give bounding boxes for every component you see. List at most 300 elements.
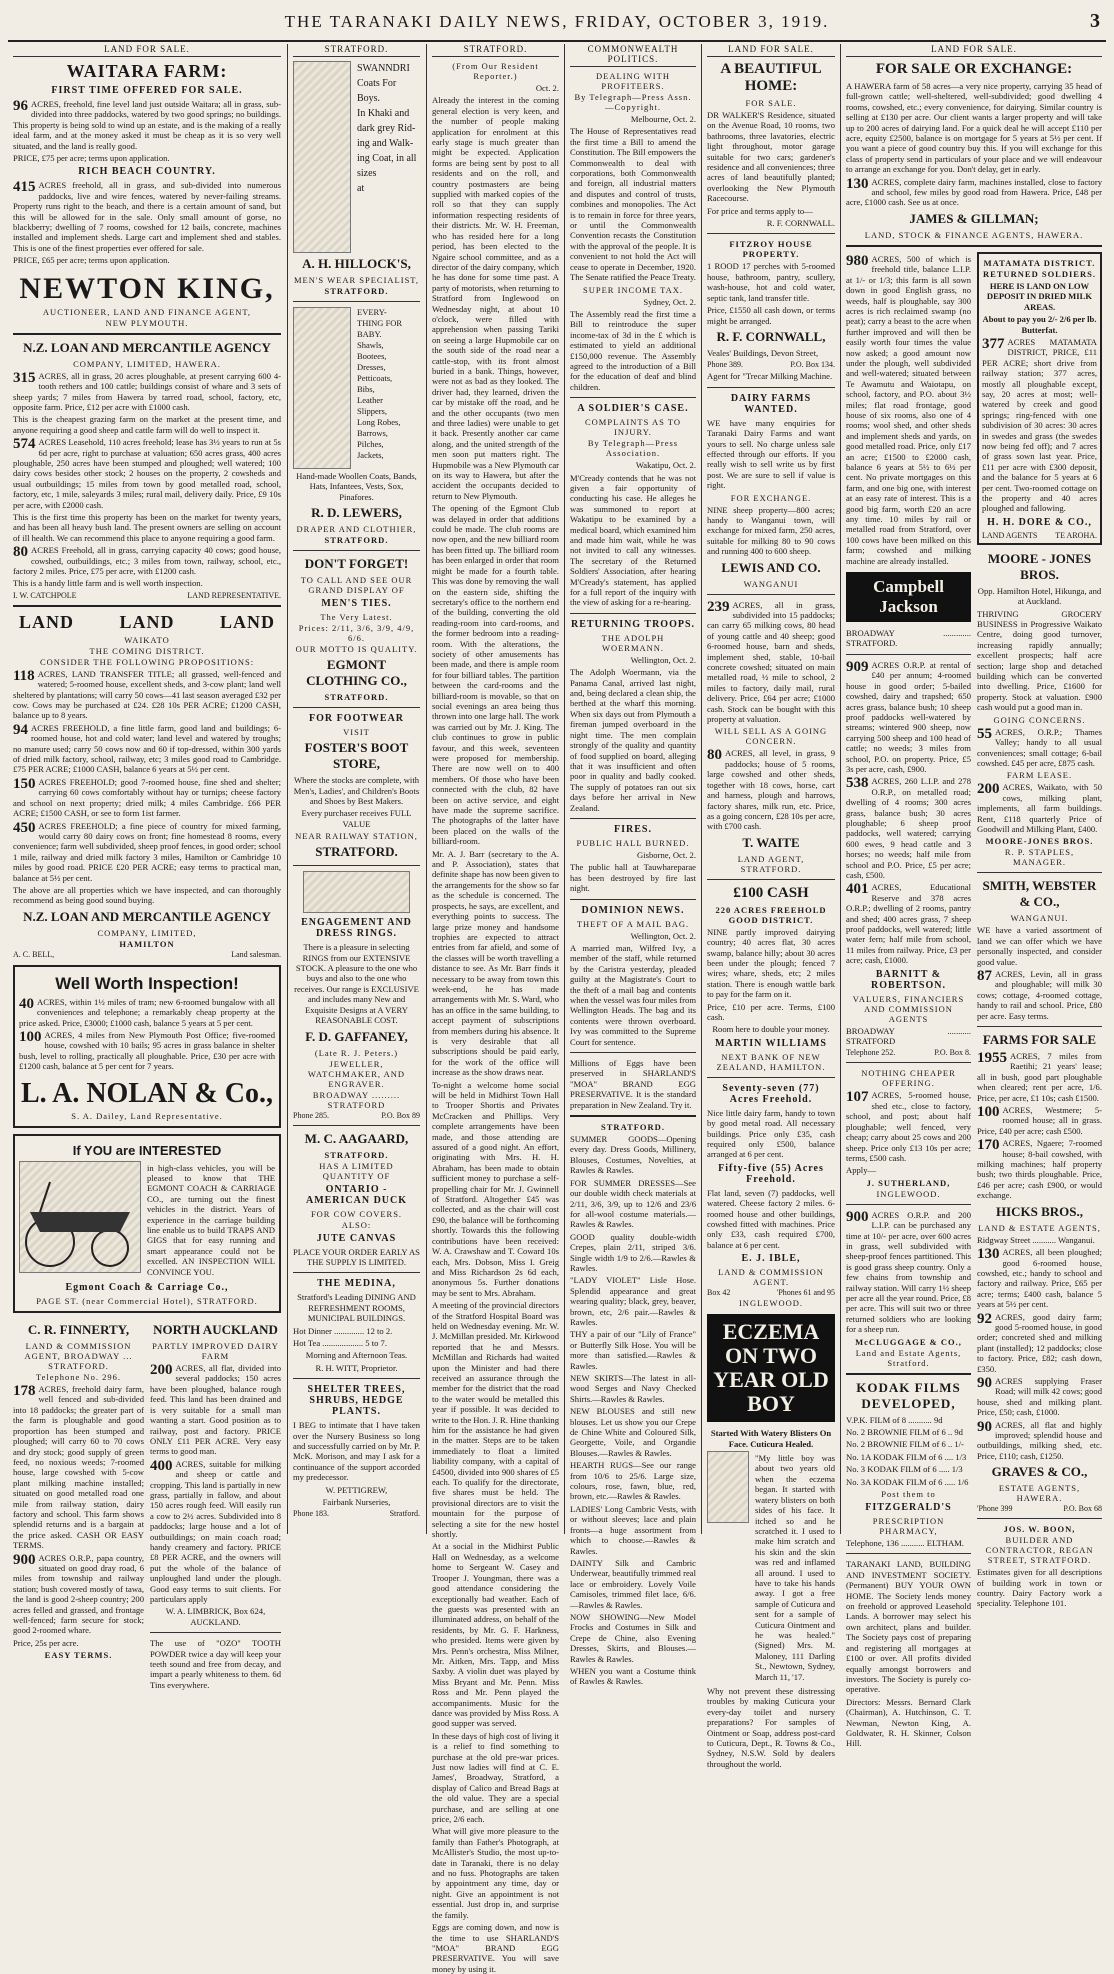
listing: 130 ACRES, all been ploughed; good 6-roomed house, cowshed, etc.; handy to school and factory and railway. Price, £65 per acre; terms; £400 cash, balance 5 years at 5½ per cent.	[977, 1246, 1102, 1310]
ad-text: HERE IS LAND ON LOW DEPOSIT IN DRIED MILK AREAS.	[986, 280, 1093, 312]
dateline: Wakatipu, Oct. 2.	[635, 460, 696, 471]
column-stratford-ads	[288, 44, 425, 1534]
advertiser-name: THE MEDINA,	[317, 1278, 396, 1290]
rawles-ad: THY a pair of our "Lily of France" or Butterfly Silk Hose. You will be more than satisfied.—Rawles & Rawles.	[570, 1329, 696, 1371]
agent-title: Land salesman.	[231, 949, 281, 959]
directors: Directors: Messrs. Bernard Clark (Chairman), A. Hutchinson, C. T. Newman, Newton King, A. Goldwater, R. H. Skinner, Colson Hill.	[846, 1696, 971, 1749]
rawles-ad: DAINTY Silk and Cambric Underwear, beautifully trimmed real lace or embroidery. Lovely Voile Camisoles, trimmed filet lace, 6/6.—Rawles & Rawles.	[570, 1557, 696, 1610]
listing-price: PRICE, £65 per acre; terms upon application.	[13, 255, 170, 266]
column-heading: LAND FOR SALE.	[13, 44, 281, 57]
listing: 900 ACRES O.R.P., papa country, situated on good dray road, 6 miles from township and railway station; bush covered mostly of tawa, the land is good 2-sheep country; 200 acres felled and grassed, and frontage well-fenced; farm secure for stock; good 2-roomed whare.	[13, 1551, 144, 1636]
advertiser-sub: LAND & COMMISSION AGENT.	[718, 1267, 824, 1288]
advertiser-place: STRATFORD.	[324, 692, 389, 703]
rawles-ad: WHEN you want a Costume think of Rawles & Rawles.	[570, 1665, 696, 1687]
advertiser-place: STRATFORD.	[324, 535, 389, 546]
advertiser-name: JAMES & GILLMAN;	[909, 210, 1039, 226]
ad-text: FOR COW COVERS.	[310, 1208, 403, 1219]
cuticura-ad	[707, 1314, 835, 1422]
headline: DAIRY FARMS WANTED.	[730, 392, 812, 415]
ad-text: NEAR RAILWAY STATION,	[295, 831, 418, 842]
advertiser-name: MARTIN WILLIAMS	[715, 1037, 827, 1049]
subheadline: RICH BEACH COUNTRY.	[78, 166, 216, 178]
listing: 80 ACRES, all level, in grass, 9 paddocks; house of 5 rooms, large cowshed and other sheds, together with 18 cows, horse, cart and harness, plough and harrows, factory shares, milk run, etc. Price, as a going concern, £28 10s per acre, with £700 cash.	[707, 747, 835, 832]
subheadline: PUBLIC HALL BURNED.	[576, 837, 690, 848]
ad-text: Every purchaser receives FULL VALUE	[301, 808, 412, 829]
carriage-illustration	[19, 1161, 141, 1273]
ad-text: Room here to double your money.	[712, 1024, 830, 1035]
advertiser-box: P.O. Box 8.	[934, 1048, 971, 1058]
subheadline: THE ADOLPH WOERMANN.	[601, 632, 665, 653]
listing: 55 ACRES, O.R.P.; Thames Valley; handy to all usual conveniences; small cottage; 6-bail cowshed. £45 per acre, £875 cash.	[977, 725, 1102, 768]
listing: 315 ACRES, all in grass, 20 acres ploughable, at present carrying 600 4-tooth rethers and 100 cattle; buildings consist of whare and 3 sets of sheep yards; 7 miles from Hawera by tarred road, school, factory, etc, opposite farm. Price, £12 per acre with £1000 cash.	[13, 369, 281, 412]
listing: 118 ACRES, LAND TRANSFER TITLE; all grassed, well-fenced and watered; 5-roomed house, excellent sheds, and 3-cow plant; land well sheltered by plantations; will carry 50 cows—41 last season averaged £32 per cow. Cows may be purchased at £24. £28 10s PER ACRE; £1200 CASH, balance up to 8 years.	[13, 667, 281, 721]
advertiser-place: INGLEWOOD.	[738, 1298, 804, 1309]
advertiser-phone: 'Phones 61 and 95	[776, 1288, 835, 1298]
news-paragraph: Eggs are coming down, and now is the time to use SHARLAND'S "MOA" BRAND EGG PRESERVATIVE. You will save money by using it.	[432, 1922, 559, 1974]
agent-name: I. W. CATCHPOLE	[13, 590, 77, 600]
subheadline: SUPER INCOME TAX.	[583, 284, 683, 295]
headline: FOR FOOTWEAR	[308, 713, 405, 725]
advertiser-sub: LAND AGENT, STRATFORD.	[737, 853, 805, 874]
advertiser-sub: COMPANY, LIMITED,	[97, 927, 197, 938]
advertiser-phone: Phone 285.	[293, 1110, 329, 1120]
headline: Fifty-five (55) Acres Freehold.	[718, 1162, 824, 1185]
advertiser-place: HAMILTON	[119, 938, 175, 949]
advertiser-place: WANGANUI	[743, 578, 799, 589]
headline: RETURNING TROOPS.	[570, 618, 696, 630]
listing-note: The above are all properties which we have inspected, and can thoroughly recommend as being good sound buying.	[13, 884, 281, 906]
column-telegraph-news	[565, 44, 701, 1687]
headline: FARMS FOR SALE	[982, 1032, 1097, 1047]
listing: A HAWERA farm of 58 acres—a very nice property, carrying 35 head of full-grown cattle; well-sheltered, well-subdivided; good dwelling 4 rooms, cowshed, etc.; every convenience, for dairying. Similar country is selling at £130 per acre. Our client wants a larger property and will take up to 200 acres of dairying land. For a quick deal he will accept £110 per acre, equity £2500, balance is on mortgage for 5 years at 5½ per cent. If you want a piece of good country buy this. If you will exchange for this class of property send in particulars of your place and we will endeavour to arrange an exchange for you. Don't delay, get in early.	[846, 81, 1102, 175]
advertiser-box: P.O. Box 89	[381, 1110, 420, 1120]
product: ONTARIO - AMERICAN DUCK	[305, 1183, 408, 1206]
column-heading: STRATFORD.	[293, 44, 420, 57]
news-paragraph: The opening of the Egmont Club was delayed in order that additions could be made. The club rooms are now open, and the new billiard room has been fitted up. The billiard room has been enlarged in order that room might be made for a fourth table. This was done by removing the wall on the eastern side, shifting the secretary's office to the northern end of the building, converting the old reading-room into card-rooms, and the former bedroom into a reading-room. With the alterations, the society of other amusements has been made, and there is ample room for four billiard tables. The partition between the card-rooms and the billiard-room is movable, so that on social evenings an area being thus thrown into one large hall. The work was carried out by Mr. J. King. The club continues to grow in public favour, and this week, seventeen were proposed for membership. There are now well on to 400 members. Of those who have been connected with the club, 82 have been on active service, and eight have made the supreme sacrifice. The photographs of the latter have been placed on the walls of the billiard-room.	[432, 503, 559, 847]
advertiser-name: BARNITT & ROBERTSON.	[871, 968, 946, 991]
listing: 200 ACRES, Waikato, with 50 cows, milking plant, implements, all farm buildings. Rent, £118 quarterly Price of Goodwill and Milking Plant, £400.	[977, 781, 1102, 834]
column-heading: LAND FOR SALE.	[846, 44, 1102, 57]
news-paragraph: The House of Representatives read the first time a Bill to amend the Constitution. The Bill empowers the Commonwealth to deal with corporations, both Commonwealth and foreign, all industrial matters and disputes and control of trusts, combines and monopolies. The Act is to remain in force for three years, or until the Commonwealth Convention recasts the Constitution with the approval of the people. It is convenient to not hold the Act will cease to operate in December, 1920. The Senate ratified the Peace Treaty.	[570, 126, 696, 283]
ad-text: I BEG to intimate that I have taken over the Nursery Business so long and successfully carried on by Mr. P. McK. Morison, and may I ask for a continuance of the support accorded my predecessor.	[293, 1420, 420, 1483]
rawles-ad: HEARTH RUGS—See our range from 10/6 to 25/6. Large size, colours, rose, fawn, blue, red, brown, etc.—Rawles & Rawles.	[570, 1460, 696, 1502]
advertiser-phone: Phone 183.	[293, 1509, 329, 1519]
column-land-for-sale-1	[8, 44, 286, 1690]
advertiser-name: FOSTER'S BOOT STORE,	[304, 740, 409, 772]
ad-text: The Very Latest.	[320, 612, 393, 623]
advertiser-sub: PRESCRIPTION PHARMACY,	[872, 1516, 945, 1537]
headline: A BEAUTIFUL HOME:	[720, 61, 822, 94]
advertiser-name: McCLUGGAGE & CO.,	[855, 1336, 962, 1347]
advertiser-address: BROADWAY ............. STRATFORD.	[846, 628, 971, 649]
headline: FITZROY HOUSE PROPERTY.	[729, 239, 813, 260]
advertiser-name: L. A. NOLAN & Co.,	[20, 1077, 273, 1109]
ad-text: PLACE YOUR ORDER EARLY AS THE SUPPLY IS LIMITED.	[293, 1246, 420, 1267]
rings-illustration	[303, 871, 410, 913]
finnerty-ad	[13, 1319, 144, 1692]
ad-text: Why not prevent these distressing troubles by making Cuticura your every-day toilet and nursery preparations? For samples of Ointment or Soap, address post-card to Cuticura, Dept., R. Towns & Co., Sydney, N.S.W. Sold by dealers throughout the world.	[707, 1686, 835, 1769]
listing: 377 ACRES MATAMATA DISTRICT, PRICE, £11 PER ACRE; short drive from railway station; 377 acres, mostly all ploughable except, say, 20 acres at most; well-watered by creek and good springs; ring-fenced with one subdivision of 30 acres: 30 acres in swedes and grass (the swedes now being fed off); and 7 acres of grass sown last year. Price, £11 per acre with £300 deposit, and the balance for 5 years at 6 per cent. Two-roomed cottage on the property and 40 acres ploughed and fallowing.	[982, 335, 1097, 514]
listing: 170 ACRES, Ngaere; 7-roomed house; 8-bail cowshed, with milking machines; half property bush; two thirds ploughable. Price, £46 per acre; cash £900, or would exchange.	[977, 1137, 1102, 1201]
ad-text: Hand-made Woollen Coats, Bands, Hats, Infantees, Vests, Sox, Pinafores.	[296, 471, 417, 502]
advertiser-place: STRATFORD.	[324, 1149, 389, 1160]
advertiser-name: N.Z. LOAN AND MERCANTILE AGENCY	[23, 908, 271, 924]
page-number: 3	[1090, 10, 1100, 32]
ad-text: TO CALL AND SEE OUR GRAND DISPLAY OF	[300, 575, 413, 596]
news-paragraph: Mr. A. J. Barr (secretary to the A. and P. Association), states that definite shape has now been given to the arrangements for the show so far as the schedule is concerned. The prospects, he says, are excellent, and everything points to success. The large prize money and handsome trophies are expected to attract entries from far afield, and some of the classes will be worth travelling a distance to see. As Mr. Barr finds it necessary to be away from town this week-end, he has made arrangements with Mr. S. Ward, who has an office in the same building, to accept payment of subscriptions from members during his absence. It is very desirable that all subscriptions should be paid early, for the work of the office will increase as the show draws near.	[432, 848, 559, 1078]
listing: 80 ACRES Freehold, all in grass, carrying capacity 40 cows; good house, cowshed, outbuildings, etc.; 3 miles from town, railway, school, etc., factory 2 miles. Price, £75 per acre, with £1200 cash.	[13, 544, 281, 576]
terms: EASY TERMS.	[44, 1650, 113, 1661]
advertiser-sub: LAND & ESTATE AGENTS,	[978, 1222, 1101, 1233]
news-paragraph: In these days of high cost of living it is a relief to find something to purchase at the old pre-war prices. Just now ladies will find at C. E. James', Broadway, Stratford, a display of Calico and Bread Bags at the old value. They are a special purchase, and are selling at one price, 2/6 each.	[432, 1730, 559, 1825]
advertiser-name: C. R. FINNERTY,	[27, 1322, 130, 1338]
advertiser-sub: Land and Estate Agents, Stratford.	[855, 1347, 962, 1368]
listing-price: Price, £1550 all cash down, or terms might be arranged.	[707, 305, 835, 326]
agent-title: LAND REPRESENTATIVE.	[187, 590, 281, 600]
advertiser-trade: JEWELLER, WATCHMAKER, AND ENGRAVER.	[307, 1058, 406, 1089]
advertiser-name: EGMONT CLOTHING CO.,	[306, 657, 407, 689]
dateline: Sydney, Oct. 2.	[643, 296, 696, 307]
headline: DOMINION NEWS.	[581, 904, 685, 916]
advertiser-name: W. A. LIMBRICK, Box 624, AUCKLAND.	[165, 1606, 266, 1627]
advertiser-place: STRATFORD.	[315, 844, 398, 860]
ad-text: WE have many enquiries for Taranaki Dairy Farms and want yours to sell. No charge unless sale effected through our efforts. If you really wish to sell write us by first post. We are sure to sell if value is right.	[707, 417, 835, 491]
headline: NORTH AUCKLAND	[153, 1322, 278, 1338]
advertiser-address: Veales' Buildings, Devon Street,	[707, 347, 819, 358]
advertiser-name: SMITH, WEBSTER & CO.,	[982, 878, 1097, 910]
listing: THRIVING GROCERY BUSINESS in Progressive Waikato Centre, doing good turnover, increasing rapidly annually; excellent prospects; half acre section; large shop and detached building which can be converted into dwelling. Price, £1600 for property. Stock at valuation. £900 cash would put a good man in.	[977, 608, 1102, 713]
advertiser-phone: 'Phone 399	[977, 1504, 1013, 1514]
ad-text: VISIT	[343, 727, 370, 738]
rawles-ad: NEW BLOUSES and still new blouses. Let us show you our Crepe de Chine White and Coloured Silk, Georgette, Voile, and Organdie Blouses.—Rawles & Rawles.	[570, 1406, 696, 1458]
news-paragraph: What will give more pleasure to the family than Father's Photograph, at McAllister's Studio, the most up-to-date in Taranaki, there is no delay and no fuss. Photographs are taken by appointment any time, day or night. Give an appointment is not essential. Just drop in, and surprise the family.	[432, 1826, 559, 1920]
column-heading: LAND FOR SALE.	[707, 44, 835, 57]
column-land-for-sale-3	[841, 44, 1107, 1749]
listing-note: This is a handy little farm and is well worth inspection.	[13, 578, 203, 589]
listing-note: This is the cheapest grazing farm on the market at the present time, and anyone requiring a good sheep and cattle farm will do well to inspect it.	[13, 414, 281, 435]
advertiser-sub: S. A. Dailey, Land Representative.	[71, 1110, 223, 1121]
listing-price: Price, 25s per acre.	[13, 1637, 79, 1648]
price-row: No. 3A KODAK FILM of 6 ..... 1/6	[846, 1476, 969, 1487]
headline: ENGAGEMENT AND DRESS RINGS.	[301, 917, 412, 940]
advertiser-name: E. J. IBLE,	[741, 1253, 801, 1265]
ad-text: "My little boy was about two years old when the eczema began. It started with watery blisters on both sides of his face. It itched so and he scratched it. I used to make him scratch and his skin and the skin was red and inflamed all around. I used to have to take his hands away. I got a free sample of Cuticura and sent for a sample of Cuticura Ointment and he was healed." (Signed) Mrs. M. Maloney, 111 Darling St., Newtown, Sydney, March 11, '17.	[755, 1453, 835, 1682]
masthead	[8, 6, 1106, 42]
price-row: No. 1A KODAK FILM of 6 .... 1/3	[846, 1451, 967, 1462]
byline: By Telegraph—Press Association.	[587, 438, 679, 459]
advertiser-name: T. WAITE	[742, 834, 800, 850]
listing: Flat land, seven (7) paddocks, well watered. Cheese factory 2 miles. 6-roomed house and other buildings, cowshed fitted with machines. Price only £33, cash required £700, balance at 6 per cent.	[707, 1187, 835, 1250]
ad-text: OUR MOTTO IS QUALITY.	[295, 644, 418, 655]
advertiser-phone: Telephone, 136 ........... ELTHAM.	[846, 1538, 964, 1549]
ad-text: Apply—	[846, 1165, 877, 1176]
listing: 150 ACRES FREEHOLD; good 7-roomed house, fine shed and shelter; carrying 60 cows comfortably without hay or turnips; cheese factory and school on next property; dried milk; 4 miles Cambridge. £66 PER ACRE; £1500 CASH, or see to form 1ist farmer.	[13, 775, 281, 819]
newspaper-title: THE TARANAKI DAILY NEWS, FRIDAY, OCTOBER 3, 1919.	[284, 12, 830, 31]
rawles-ad: FOR SUMMER DRESSES—See our double width check materials at 2/11, 3/6, 3/9, up to 12/6 and 23/6 for all-wool costume materials.—Rawles & Rawles.	[570, 1177, 696, 1230]
ad-text: Millions of Eggs have been preserved in SHARLAND'S "MOA" BRAND EGG PRESERVATIVE. It is the standard preparation in New Zealand. Try it.	[570, 1058, 696, 1110]
swanndri-ad: SWANNDRI Coats For Boys. In Khaki and dark grey Rid- ing and Walk- ing Coat, in all sizes at	[357, 63, 417, 194]
ad-text: Where the stocks are complete, with Men's, Ladies', and Children's Boots and Shoes by Best Makers.	[293, 775, 420, 807]
listing: 1 ROOD 17 perches with 5-roomed house, bathroom, pantry, scullery, wash-house, hot and cold water, septic tank, land transfer title.	[707, 261, 835, 303]
ad-text: Morning and Afternoon Teas.	[305, 1350, 408, 1361]
region-sub: THE COMING DISTRICT.	[89, 645, 205, 656]
listing: 92 ACRES, good dairy farm; good 5-roomed house, in good order; concreted shed and milking plant (installed); 12 paddocks; close to factory. Price, £82; cash down, £350.	[977, 1310, 1102, 1374]
section-heading: STRATFORD.	[601, 1122, 665, 1133]
advertiser-agent: Agent for "Trecar Milking Machine.	[707, 371, 833, 382]
price-row: No. 2 BROWNIE FILM of 6 .. 9d	[846, 1427, 963, 1437]
advertiser-box: Box 42	[707, 1288, 731, 1298]
listing-note: This is the first time this property has been on the market for twenty years, and has been all heavy bush land. The present owners are selling on account of ill health. We can recommend this place to anyone requiring a good farm.	[13, 511, 281, 543]
listing: 90 ACRES supplying Fraser Road; will milk 42 cows; good house, shed and milking plant. Price, £50; cash, £1000.	[977, 1374, 1102, 1418]
product: JUTE CANVAS	[316, 1232, 397, 1244]
ad-hours: Hot Dinner .............. 12 to 2.	[293, 1325, 393, 1336]
advertiser-name: W. PETTIGREW,	[325, 1484, 388, 1495]
news-paragraph: To-night a welcome home social will be held in Midhirst Town Hall to Trooper Shortis and Privates McCracken and Phillips. Very complete arrangements have been made, and those attending are assured of a good night. An effort, originating with Mrs. H. H. Abraham, has been made to obtain sufficient money to purchase a self-propelling chair for Mr. J. Gwinnell of Stratford. Altogether £45 was collected, and as the chair will cost £90, the balance will be forthcoming shortly. Towards this the following contributions have been received: W. A. Crawshaw and T. Coward 10s each, Mrs. Dobson, Miss I. Greig and Miss Richardson 2s 6d each, anonymous 5s. Further donations may be sent to Mrs. Abraham.	[432, 1079, 559, 1298]
listing: 94 ACRES FREEHOLD, a fine little farm, good land and buildings; 6-roomed house, hot and cold water; land level and watered by troughs; no manure used; carry 50 cows now and 60 if top-dressed, within 300 yards of dried milk factory, school, railway, etc; 3 miles good road to Cambridge. £75 PER ACRE; £1000 CASH, balance 6 years at 5½ per cent.	[13, 721, 281, 775]
advertiser-sub: DRAPER AND CLOTHIER,	[296, 524, 417, 535]
advertiser-name: HICKS BROS.,	[995, 1203, 1084, 1219]
advertiser-address: Opp. Hamilton Hotel, Hikunga, and at Auckland.	[977, 585, 1102, 607]
advertiser-sub: VALUERS, FINANCIERS AND COMMISSION AGENTS	[852, 993, 965, 1024]
listing: 178 ACRES, freehold dairy farm, well fenced and sub-divided into 18 paddocks; the greater part of the farm is ploughable and good proportion has been stumped and ploughed; will carry 60 to 70 cows and dry stock; good supply of green feed, no noxious weeds; 7-roomed house, large cowshed with 5-cow plant milking machine installed; situated on good metalled road one mile from railway station, dairy factory and school. This farm shows splendid returns and is a bargain at the price asked. CASH OR EASY TERMS.	[13, 1383, 144, 1551]
listing: 538 ACRES, 260 L.I.P. and 278 O.R.P., on metalled road; dwelling of 4 rooms; 300 acres grass, balance bush; 30 acres ploughable; 6 sheep proof paddocks, well watered; carrying 600 ewes, 9 head cattle and 3 horses; no weeds; half mile from school and P.O. Price, £5 per acre; cash, £500.	[846, 775, 971, 880]
price-row: V.P.K. FILM of 8 ........... 9d	[846, 1414, 943, 1425]
matamata-column	[977, 252, 1102, 1751]
advertiser-name: JOS. W. BOON,	[1003, 1524, 1076, 1535]
advertiser-name: NEWTON KING,	[19, 271, 275, 305]
column-land-for-sale-2	[702, 44, 840, 1769]
subheadline: THEFT OF A MAIL BAG.	[576, 918, 690, 929]
subheadline: GOING CONCERNS.	[993, 714, 1086, 725]
advertiser-address: Ridgway Street ........... Wanganui.	[977, 1234, 1095, 1245]
listing: 107 ACRES, 5-roomed house, shed etc., close to factory, school, and post; about half ploughable; well fenced, very cheap; carry about 25 cows and 200 sheep. Price only £13 10s per acre; terms, £500 cash.	[846, 1089, 971, 1163]
listing: 239 ACRES, all in grass, subdivided into 15 paddocks; can carry 65 milking cows, 80 head of young cattle and 40 sheep; good 6-roomed house, barn and sheds, implement shed, stable, 10-bail concrete cowshed; situated on main metalled road, ½ mile to school, 2 miles to factory, daily mail, rural delivery. Price, £64 per acre; £1000 cash. Stock can be bought with this property at valuation.	[707, 598, 835, 725]
matamata-ad	[977, 252, 1102, 545]
headline: ECZEMA ON TWO YEAR OLD BOY	[713, 1319, 829, 1417]
ad-text: ALSO:	[341, 1219, 372, 1230]
advertiser-name: FITZGERALD'S	[865, 1502, 952, 1514]
advertiser-sub: LAND, STOCK & FINANCE AGENTS, HAWERA.	[864, 229, 1084, 240]
ad-text: in high-class vehicles, you will be pleased to know that THE EGMONT COACH & CARRIAGE CO., are turning out the finest vehicles in the district. Years of experience in the carriage building line enable us to build TRAPS AND GIGS that for easy running and smart appearance could not be excelled. AN INSPECTION WILL CONVINCE YOU.	[147, 1162, 275, 1277]
headline: FOR SALE OR EXCHANGE:	[875, 61, 1073, 77]
advertiser-sub: (Late R. J. Peters.)	[314, 1047, 399, 1058]
listing: NINE sheep property—800 acres; handy to Wanganui town, will exchange for mixed farm, 250 acres, suitable for milking 80 to 90 cows and running 400 to 600 sheep.	[707, 504, 835, 557]
subheadline: FIRST TIME OFFERED FOR SALE.	[51, 85, 243, 96]
advertiser-address: PAGE ST. (near Commercial Hotel), STRATFORD.	[36, 1296, 258, 1307]
subheadline: MEN'S TIES.	[321, 598, 392, 610]
listing: 87 ACRES, Levin, all in grass and ploughable; will milk 30 cows; cottage, 4-roomed cottage, handy to rail and school. Price, £80 per acre. Easy terms.	[977, 967, 1102, 1021]
listing-price: PRICE, £75 per acre; terms upon application.	[13, 153, 170, 164]
listing: 200 ACRES, all flat, divided into several paddocks; 150 acres have been ploughed, balance rough feed. This land has been drained and is very suitable for a small man wanting a start. Good position as to railway, post and factory. PRICE ONLY £11 PER ACRE. Very easy terms to good man.	[150, 1362, 281, 1457]
ad-text: HAS A LIMITED QUANTITY OF	[319, 1160, 394, 1181]
advertiser-place: STRATFORD.	[324, 286, 389, 296]
advertiser-name: A. H. HILLOCK'S,	[302, 256, 411, 271]
advertiser-name: LEWIS AND CO.	[721, 559, 821, 575]
north-auckland-ad	[150, 1319, 281, 1692]
building-society-ad: TARANAKI LAND, BUILDING AND INVESTMENT SOCIETY. (Permanent) BUY YOUR OWN HOME. The Society lends money on freehold or approved Leasehold Lands. A borrower may select his own architect, plans and builder. The Society pays cost of preparing and registering all mortgages at £100 or over. All profits divided equally amongst borrowers and investors. The Society is purely co-operative.	[846, 1559, 971, 1695]
advertiser-address: BROADWAY ........... STRATFORD	[846, 1025, 971, 1047]
advertiser-place: TE AROHA.	[1055, 530, 1097, 540]
advertiser-place: NEW PLYMOUTH.	[105, 317, 189, 328]
rawles-ad: NOW SHOWING—New Model Frocks and Costumes in Silk and Crepe de Chine, also Evening Dresses, Skirts, and Blouses.—Rawles & Rawles.	[570, 1611, 696, 1664]
listing: 574 ACRES Leasehold, 110 acres freehold; lease has 3½ years to run at 5s 6d per acre, right to purchase at valuation; 650 acres grass, 400 acres ploughable, 250 acres have been stumped and ploughed; well watered; 100 dairy cows besides other stock; 2 houses on the property, 2 cowsheds and usual outbuildings; 15 miles from town by good metalled road, school, factory, etc, 1 mile, saleyards 3 miles; rural mail, delivery daily. Price, £9 10s per acre, with £2000 cash.	[13, 436, 281, 510]
listing: 100 ACRES, 4 miles from New Plymouth Post Office; five-roomed house, cowshed with 10 bails; 95 acres in grass balance in shelter bush, level to rolling, practically all ploughable. Price, £30 per acre with £1200 cash, balance at 5 per cent for 7 years.	[19, 1028, 275, 1072]
news-paragraph: The Adolph Woermann, via the Panama Canal, arrived last night, and, being declared a clean ship, the berthed at the wharf this morning. When six days out from Plymouth a fireman jumped overboard in the night time. The men complain strongly of the quality and quantity of food supplied on board, alleging that it was insufficient and often poor in quality and badly cooked. The supply of potatoes ran out six days before her arrival in New Zealand.	[570, 667, 696, 813]
rawles-ad: NEW SKIRTS—The latest in all-wood Serges and Navy Checked Shirts.—Rawles & Rawles.	[570, 1373, 696, 1404]
ad-text: About to pay you 2/- 2/6 per lb. Butterfat.	[982, 314, 1097, 335]
advertiser-place: INGLEWOOD.	[876, 1188, 941, 1199]
advertiser-name: GRAVES & CO.,	[991, 1464, 1088, 1480]
column-stratford-news	[427, 44, 564, 1974]
subheadline: DEALING WITH PROFITEERS.	[596, 71, 670, 91]
advertiser-sub: ESTATE AGENTS, HAWERA.	[998, 1483, 1081, 1504]
listing: 980 ACRES, 500 of which is freehold title, balance L.I.P. at 1/- or 1/3; this farm is all sown down in good English grass, no weeds, half is ploughable, say 300 acres is rich reclaimed swamp (no peat); carry a beast to the acre when further improved and will then be easily worth four times the value now asked; a good amount now under the plough, well subdivided and well-watered; situated between Te Awamutu and Waiotapu, on school, factory, and P.O. about 3½ miles; flat road frontage, good house of six rooms, also one of 4 rooms; wool shed, and other sheds and implement sheds and yards, on good metalled road. Price, only £17 an acre; £1500 to £2000 cash, balance 6 years at 5½ to 6½ per cent. No private mortgages on this farm, and one big one, with interest at an easy rate of interest. This is a good big farm, worth £20 an acre any time. 10 miles by rail or metalled road from Stratford, over 100 cows have been milked on this farm; cowshed and milking machine are already installed.	[846, 252, 971, 566]
subheadline: PARTLY IMPROVED DAIRY FARM	[152, 1341, 279, 1362]
advertiser-sub: R. P. STAPLES, MANAGER.	[1004, 847, 1075, 868]
listing: 909 ACRES O.R.P. at rental of £40 per annum; 4-roomed house in good order; 5-bailed cowshed, dairy and trapshed; 650 acres grass, balance bush; 10 sheep proof paddocks well-watered by streams; wintered 900 sheep, now carrying 500 sheep and 100 head of cattle; no weeds; 3 miles from school, P.O. on property. Price, £5 3s per acre, cash, £900.	[846, 658, 971, 774]
news-paragraph: The public hall at Tauwhareparae has been destroyed by fire last night.	[570, 862, 696, 894]
ad-text: Estimates given for all descriptions of building work in town or country. Dairy Factory work a speciality. Telephone 101.	[977, 1567, 1102, 1609]
news-paragraph: The Assembly read the first time a Bill to reintroduce the super income-tax of 3d in the £ which is estimated to yield an additional £150,000 revenue. The Assembly agreed to the introduction of a Bill for the education of deaf and blind children.	[570, 308, 696, 392]
subheadline: 220 ACRES FREEHOLD GOOD DISTRICT.	[715, 904, 827, 925]
headline: LAND LAND LAND	[18, 611, 275, 632]
headline: SHELTER TREES, SHRUBS, HEDGE PLANTS.	[307, 1384, 406, 1418]
listing: 96 ACRES, freehold, fine level land just outside Waitara; all in grass, sub-divided into three paddocks, watered by two good springs; no buildings. This property is being sold to wind up an estate, and is the making of a really ideal farm, and at the money asked it must be cheap as it is so very well situated, and the land is really good.	[13, 98, 281, 151]
headline: Seventy-seven (77) Acres Freehold.	[722, 1082, 820, 1105]
advertisement-egmont-coach	[13, 1134, 281, 1313]
headline: If YOU are INTERESTED	[72, 1142, 222, 1158]
advertiser-name: MOORE - JONES BROS.	[987, 550, 1092, 582]
news-paragraph: Already the interest in the coming general election is very keen, and the number of people making application for enrolment at this early stage is much greater than might be expected. Application forms are being sent by post to all residents and on the roll, and country postmasters are being supplied with marked copies of the roll so that they can supply information respecting residents of their districts. Mr. W. H. Freeman, who has resided here for a long period, has been elected to the Ngaire school committee, and as a director of the dairy company, which he has done for some time past. A party of motorists, when returning to Stratford from Inglewood on Wednesday night, at about 10 o'clock, were filled with apprehension when passing Tariki on seeing a large Hupmobile car on the south side of the road near a cattle-stop, with its front almost buried in a bank. Things, however, were not as bad as they looked. The driver had, they learned, driven the car by mistake off the road, and he and the other occupants (two men and three ladies) were unable to get it back. Presently another car came along, and the united strength of the men soon put matters right. The Hupmobile was a New Plymouth car on its way to Hawera, but after the accident the occupants decided to return to New Plymouth.	[432, 95, 559, 501]
advertiser-place: WANGANUI.	[1010, 913, 1069, 924]
subheadline: COMPLAINTS AS TO INJURY.	[585, 417, 681, 438]
news-paragraph: A meeting of the provincial directors of the Stratford Hospital Board was held on Wednesday evening. Mr. W. J. McMillan presided. Mr. Kirkwood reported that he and Messrs. McMillan and Richards had waited upon the Minister and had there received an assurance through the member for the district that the road to the water would be metalled this year if possible. It was decided to write to the Hon. J. R. Hine thanking him for the assistance he had given in the matter. Steps are to be taken immediately to float a limited liability company, with a capital of £4500, divided into 900 shares of £5 each. To qualify for the directorate, five shares must be held. The provisional directors are to visit the mountain for the purpose of selecting a site for the new hostel shortly.	[432, 1300, 559, 1540]
advertiser-name: M. C. AAGAARD,	[304, 1130, 409, 1146]
headline: MATAMATA DISTRICT.	[983, 257, 1096, 268]
listing: DR WALKER'S Residence, situated on the Avenue Road, 10 rooms, two bathrooms, three lavatories, electric light throughout, motor garage suitable for two cars; gardener's residence and all conveniences; three acres of land beautifully planted; overlooking the New Plymouth Racecourse.	[707, 110, 835, 204]
listing: NINE partly improved dairying country; 40 acres flat, 30 acres swamp, balance hilly; about 30 acres been under the plough; fenced 7 wires; whare, sheds, etc; 2 miles station. There is enough wattle bark to pay for the farm on it.	[707, 926, 835, 1000]
column-heading: COMMONWEALTH POLITICS.	[570, 44, 696, 67]
advertiser-name: N.Z. LOAN AND MERCANTILE AGENCY	[23, 339, 271, 355]
advertisement-nolan	[13, 965, 281, 1128]
subheadline: FOR SALE.	[745, 98, 797, 108]
ad-hours: Hot Tea ................... 5 to 7.	[293, 1337, 388, 1348]
listing: 40 ACRES, within 1½ miles of tram; new 6-roomed bungalow with all conveniences and telephone; a remarkably cheap property at the price asked. Price, £3000; £1000 cash, balance 5 years at 5 per cent.	[19, 995, 275, 1028]
byline: By Telegraph—Press Assn.—Copyright.	[574, 92, 692, 112]
listing: 401 ACRES, Educational Reserve and 378 acres O.R.P.; dwelling of 2 rooms, pantry and shed; 400 acres grass, 7 sheep proof paddocks, well watered; little water fern; half mile from school, 11 miles from railway. Price, £3 per acre; cash, £1000.	[846, 881, 971, 966]
rawles-ad: LADIES' Long Cambric Vests, with or without sleeves; lace and plain fronts—a huge assortment from which to choose.—Rawles & Rawles.	[570, 1503, 696, 1556]
advertiser-name: R. F. CORNWALL,	[716, 328, 826, 344]
ad-text: Post them to	[881, 1489, 936, 1500]
headline: A SOLDIER'S CASE.	[577, 403, 689, 415]
ad-text: Stratford's Leading DINING AND REFRESHMENT ROOMS, MUNICIPAL BUILDINGS.	[297, 1292, 416, 1324]
advertiser-name: R. F. CORNWALL.	[766, 218, 835, 229]
dateline: Gisborne, Oct. 2.	[637, 849, 696, 860]
advertiser-sub: NEXT BANK OF NEW ZEALAND, HAMILTON.	[716, 1051, 826, 1072]
advertiser-phone: Telephone No. 296.	[36, 1372, 121, 1383]
listing: 100 ACRES, Westmere; 5-roomed house; all in grass. Price, £40 per acre; cash £500.	[977, 1104, 1102, 1136]
subheadline: NOTHING CHEAPER OFFERING.	[861, 1068, 956, 1089]
rawles-ad: GOOD quality double-width Crepes, plain 2/11, striped 3/6. Single width 1/9 to 2/6.—Rawles & Rawles.	[570, 1231, 696, 1273]
rawles-ad: "LADY VIOLET" Lisle Hose. Splendid appearance and great wearing quality; black, grey, beaver, brown, etc, 2/6 pair.—Rawles & Rawles.	[570, 1275, 696, 1327]
advertiser-place: Stratford.	[389, 1509, 420, 1519]
boy-coat-illustration	[293, 61, 351, 253]
price-row: No. 3 KODAK FILM of 6 ..... 1/3	[846, 1464, 963, 1475]
listing-note: For price and terms apply to—	[707, 205, 813, 216]
advertiser-name: Campbell Jackson	[846, 572, 971, 622]
campbell-column	[846, 252, 971, 1751]
dateline: Wellington, Oct. 2.	[630, 654, 696, 665]
subheadline: FOR EXCHANGE.	[730, 492, 812, 503]
price-row: No. 2 BROWNIE FILM of 6 .. 1/-	[846, 1439, 964, 1450]
advertiser-address: BROADWAY ......... STRATFORD	[312, 1089, 401, 1110]
agent-name: A. C. BELL,	[13, 949, 55, 959]
headline: Well Worth Inspection!	[55, 973, 239, 993]
ad-prices: Prices: 2/11, 3/6, 3/9, 4/9, 6/6.	[298, 623, 415, 644]
advertiser-sub: LAND & COMMISSION AGENT, BROADWAY ... STRATFORD.	[24, 1341, 133, 1372]
advertiser-box: P.O. Box 68	[1063, 1504, 1102, 1514]
advertiser-name: R. H. WITT, Proprietor.	[315, 1362, 398, 1373]
advertiser-name: Egmont Coach & Carriage Co.,	[65, 1282, 229, 1294]
advertiser-title: AUCTIONEER, LAND AND FINANCE AGENT,	[42, 306, 252, 317]
listing: Nice little dairy farm, handy to town by good metal road. All necessary buildings. Price only £35, cash required only £500, balance arranged at 6 per cent.	[707, 1107, 835, 1160]
consider-line: CONSIDER THE FOLLOWING PROPOSITIONS:	[39, 656, 255, 667]
baby-ad: EVERY- THING FOR BABY. Shawls, Bootees, Dresses, Petticoats, Bibs, Leather Slippers, Long Robes, Barrows, Pilches, Jackets,	[357, 307, 403, 460]
region: WAIKATO	[124, 634, 170, 645]
dateline: Oct. 2.	[535, 83, 559, 93]
advertiser-sub: LAND AGENTS	[982, 530, 1038, 540]
advertiser-sub: COMPANY, LIMITED, HAWERA.	[73, 358, 221, 369]
advertiser-box: P.O. Box 134.	[790, 360, 835, 370]
news-paragraph: At a social in the Midhirst Public Hall on Wednesday, as a welcome home to Sergeant W. Casey and Trooper J. Youngman, there was a good attendance considering the exceptionally bad weather. Each of the guests was presented with an illuminated address, on behalf of the residents, by Mr. G. F. Harkness, who presided. Items were given by Mrs. Penn's orchestra, Miss Milner, Mr. Aitken, Mrs. Tapp, and Miss Saxby. A violin duet was played by Miss Bryant and Mr. Penn. Miss Ross and Mr. Penn played the accompaniments. Music for the dance was provided by Miss Ross. A good supper was served.	[432, 1541, 559, 1729]
advertiser-phone: Phone 389.	[707, 360, 743, 370]
headline: KODAK FILMS DEVELOPED,	[856, 1379, 961, 1411]
listing: 90 ACRES, all flat and highly improved; splendid house and outbuildings, milking shed, etc. Price, £110; cash, £1250.	[977, 1418, 1102, 1461]
listing: 415 ACRES freehold, all in grass, and sub-divided into numerous paddocks, live and wire fences, watered by never-failing streams. Property runs right to the beach, and there is a certain amount of sand, but this will be allowed for in the sale. Only small amount of gorse, no blackberry; dwelling of 7 rooms, cowshed for 12 bails, concrete, machines installed and implement sheds. Large cart and implement shed and stables. This is one of the finest properties ever offered for sale.	[13, 179, 281, 253]
baby-illustration	[293, 307, 351, 469]
ad-text: There is a pleasure in selecting RINGS from our EXTENSIVE STOCK. A pleasure to the one who buys and also to the one who receives. Our range is EXCLUSIVE and includes many New and Exquisite Designs at A VERY REASONABLE COST.	[294, 942, 419, 1026]
headline: WAITARA FARM:	[66, 61, 228, 81]
listing: 1955 ACRES, 7 miles from Raetihi; 21 years' lease; all in bush, good part ploughable when cleared; rent per acre, 1/6. Price, per acre, £1 10s; cash £1500.	[977, 1050, 1102, 1103]
subheadline: Started With Watery Blisters On Face. Cuticura Healed.	[710, 1428, 832, 1449]
subheadline: FARM LEASE.	[1006, 770, 1073, 781]
byline: (From Our Resident Reporter.)	[452, 61, 539, 81]
advertiser-name: R. D. LEWERS,	[311, 505, 402, 521]
advertiser-phone: Telephone 252.	[846, 1048, 896, 1058]
dateline: Melbourne, Oct. 2.	[630, 114, 696, 124]
advertiser-name: H. H. DORE & CO.,	[987, 516, 1092, 528]
boy-portrait	[707, 1451, 749, 1523]
column-heading: STRATFORD.	[432, 44, 559, 57]
listing: 450 ACRES FREEHOLD; a fine piece of country for mixed farming, would carry 80 dairy cows on front; fine homestead 8 rooms, every convenience; farm well subdivided, sheep proof fences, in good order; school 1 mile, railway and dried milk factory 3 miles, Hamilton or Cambridge 10 miles by good road. PRICE £20 PER ACRE; easy terms to practical man, balance at 5½ per cent.	[13, 819, 281, 883]
subheadline: WILL SELL AS A GOING CONCERN.	[714, 726, 828, 747]
advertiser-sub: BUILDER AND CONTRACTOR, REGAN STREET, STRATFORD.	[985, 1535, 1094, 1566]
dateline: Wellington, Oct. 2.	[630, 930, 696, 941]
subheadline: RETURNED SOLDIERS.	[983, 268, 1096, 279]
rawles-ad: SUMMER GOODS—Opening every day. Dress Goods, Millinery, Blouses, Costumes, Novelties, at Rawles & Rawles.	[570, 1134, 696, 1176]
advertiser-address: Fairbank Nurseries,	[322, 1497, 391, 1507]
headline: FIRES.	[614, 823, 652, 835]
news-paragraph: M'Cready contends that he was not given a fair opportunity of conducting his case. He alleges he was summoned to report at Wakatipu to be examined by a medical board, which examined him and made him wait, while he was not invited to call any witnesses. The secretary of the Returned Soldiers' Association, after hearing M'Cready's statement, has applied for a full report of the inquiry with the view of asking for a re-hearing.	[570, 472, 696, 608]
headline: £100 CASH	[733, 884, 809, 901]
advertiser-sub: MEN'S WEAR SPECIALIST,	[294, 275, 419, 285]
ozo-ad: The use of "OZO" TOOTH POWDER twice a day will keep your teeth sound and free from decay, and impart a pearly whiteness to them. 6d Tins everywhere.	[150, 1638, 281, 1690]
advertiser-name: MOORE-JONES BROS.	[985, 836, 1094, 847]
headline: DON'T FORGET!	[304, 556, 409, 572]
ad-text: WE have a varied assortment of land we can offer which we have personally inspected, and consider good value.	[977, 925, 1102, 967]
news-paragraph: A married man, Wilfred Ivy, a member of the staff, while returned by the Caristra yesterday, pleaded guilty at the Magistrate's Court to the theft of a mail bag and contents when the vessel was four miles from Wellington Heads. The bag and its contents were thrown overboard. Ivy was committed to the Supreme Court for sentence.	[570, 942, 697, 1047]
listing: 900 ACRES O.R.P. and 200 L.I.P. can be purchased any time at 10/- per acre, over 600 acres in grass, well subdivided with sheep-proof fences partitioned. This is good grass sheep country. Only a few chains from township and railway station. Will carry 1½ sheep per acre all the year round. Price, £8 per acre. This will suit two or three returned soldiers who are looking for a sheep run.	[846, 1208, 971, 1335]
